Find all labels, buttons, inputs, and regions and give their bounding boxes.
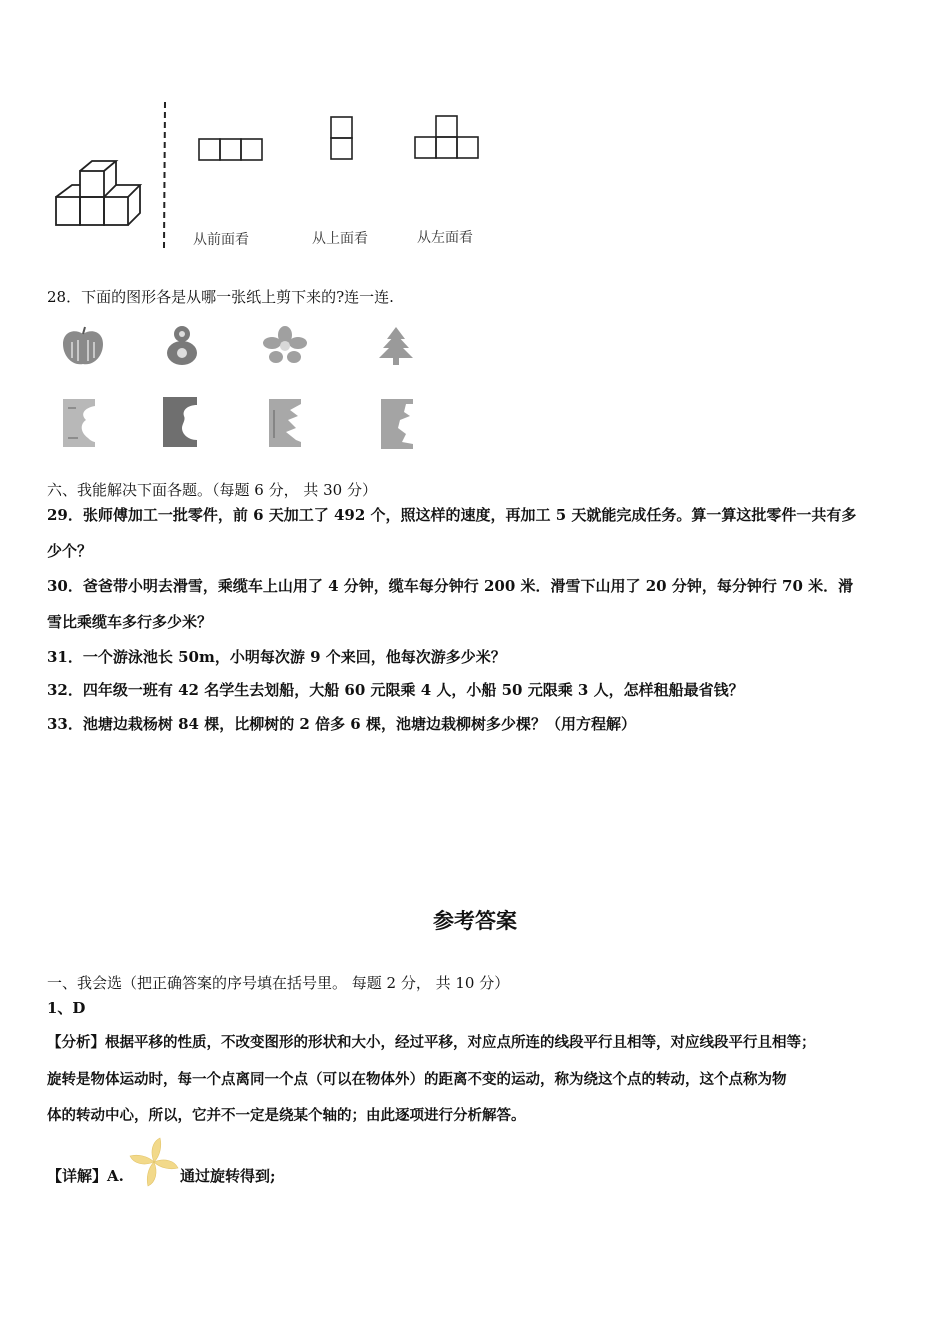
cube-stack-drawing xyxy=(50,155,155,235)
paper-1-icon xyxy=(62,398,96,448)
q31-text: 31．一个游泳池长 50m，小明每次游 9 个来回，他每次游多少米？ xyxy=(47,648,506,666)
answer-1: 1、D xyxy=(47,999,86,1017)
q33-text: 33．池塘边栽杨树 84 棵，比柳树的 2 倍多 6 棵，池塘边栽柳树多少棵？（用方程解） xyxy=(47,715,636,733)
analysis-line3: 体的转动中心，所以，它并不一定是绕某个轴的；由此逐项进行分析解答。 xyxy=(47,1107,526,1124)
dashed-divider xyxy=(160,100,170,250)
q30-line1: 30．爸爸带小明去滑雪，乘缆车上山用了 4 分钟，缆车每分钟行 200 米．滑雪下山用了 20 分钟，每分钟行 70 米．滑 xyxy=(47,577,854,595)
caption-front-view: 从前面看 xyxy=(193,232,249,248)
flower-shape-icon xyxy=(262,326,308,364)
apple-shape-icon xyxy=(60,326,106,368)
q30-line2: 雪比乘缆车多行多少米？ xyxy=(47,613,213,631)
left-view-drawing xyxy=(414,115,484,161)
analysis-line1: 【分析】根据平移的性质，不改变图形的形状和大小，经过平移，对应点所连的线段平行且相等，对应线段平行且相等； xyxy=(47,1034,816,1051)
answers-section1-header: 一、我会选（把正确答案的序号填在括号里。 每题 2 分， 共 10 分） xyxy=(47,974,510,992)
q29-line1: 29．张师傅加工一批零件，前 6 天加工了 492 个，照这样的速度，再加工 5 天就能完成任务。算一算这批零件一共有多 xyxy=(47,506,857,524)
paper-3-icon xyxy=(268,398,302,448)
tree-shape-icon xyxy=(377,326,415,366)
paper-4-icon xyxy=(380,398,414,450)
pinwheel-icon xyxy=(128,1136,180,1188)
detail-prefix: 【详解】A. xyxy=(47,1167,124,1185)
top-view-drawing xyxy=(330,116,354,162)
q28-text: 28．下面的图形各是从哪一张纸上剪下来的?连一连. xyxy=(47,288,394,306)
section6-header: 六、我能解决下面各题。（每题 6 分， 共 30 分） xyxy=(47,481,377,499)
q32-text: 32．四年级一班有 42 名学生去划船，大船 60 元限乘 4 人，小船 50 元限乘 3 人，怎样租船最省钱？ xyxy=(47,681,744,699)
paper-2-icon xyxy=(162,396,198,448)
caption-top-view: 从上面看 xyxy=(312,231,368,247)
gourd-shape-icon xyxy=(163,322,201,366)
q29-line2: 少个？ xyxy=(47,542,93,560)
front-view-drawing xyxy=(198,138,266,162)
answers-title: 参考答案 xyxy=(433,908,517,933)
analysis-line2: 旋转是物体运动时，每一个点离同一个点（可以在物体外）的距离不变的运动，称为绕这个点的转动，这个点称为物 xyxy=(47,1071,787,1088)
detail-suffix: 通过旋转得到; xyxy=(180,1167,276,1185)
caption-left-view: 从左面看 xyxy=(417,230,473,246)
